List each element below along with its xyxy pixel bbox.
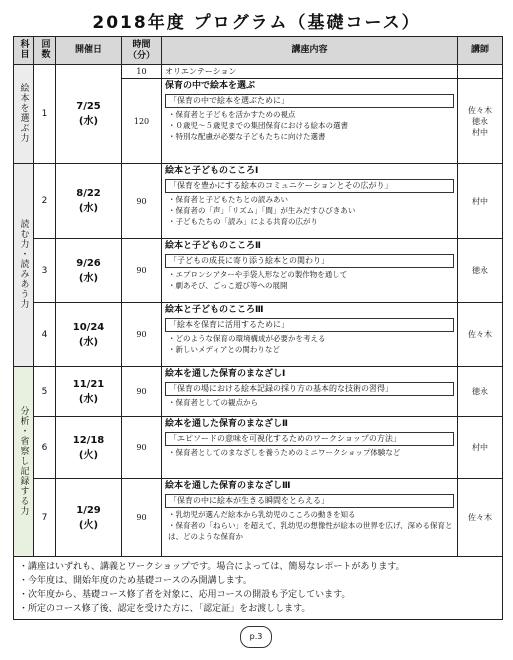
session-number: 2 [34, 164, 56, 239]
lecturer-cell [458, 65, 503, 79]
list-item: ・ 保育者の「ねらい」を超えて、乳幼児の想像性が絵本の世界を広げ、深める保育とは、どのような保育か [168, 520, 454, 542]
session-content [162, 164, 458, 239]
lecturer-cell: 佐々木 [458, 479, 503, 557]
list-item: ・ 新しいメディアとの関わりなど [168, 344, 454, 355]
content-title: 絵本を通した保育のまなざしⅠ [165, 369, 286, 379]
lecturer-cell: 佐々木 [458, 303, 503, 367]
content-theme: 「保育の場における絵本記録の採り方の基本的な技術の習得」 [165, 382, 454, 396]
lecturer-cell: 村中 [458, 164, 503, 239]
list-item: ・ 保育者としての観点から [168, 397, 454, 408]
list-item: ・ 劇あそび、ごっこ遊び等への展開 [168, 280, 454, 291]
orientation-time: 10 [122, 65, 162, 79]
content-theme: 「保育の中で絵本を選ぶために」 [165, 94, 454, 108]
note-item: ・ 次年度から、基礎コース修了者を対象に、応用コースの開設も予定しています。 [19, 588, 497, 602]
header-date: 開催日 [56, 37, 122, 65]
content-theme: 「保育の中に絵本が生きる瞬間をとらえる」 [165, 494, 454, 508]
list-item: ・ 子どもたちの「読み」による共育の広がり [168, 216, 454, 227]
header-content: 講座内容 [162, 37, 458, 65]
session-time: 90 [122, 239, 162, 303]
list-item: ・ 特別な配慮が必要な子どもたちに向けた選書 [168, 131, 454, 142]
list-item: ・ ０歳児～５歳児までの集団保育における絵本の選書 [168, 120, 454, 131]
notes-box [14, 557, 503, 620]
note-item: ・ 所定のコース修了後、認定を受けた方に、「認定証」をお渡しします。 [19, 602, 497, 616]
content-title: 保育の中で絵本を選ぶ [165, 81, 256, 91]
content-title: 絵本を通した保育のまなざしⅡ [165, 419, 288, 429]
category-cell: 読む力・読みあう力 [14, 164, 34, 367]
session-number: 3 [34, 239, 56, 303]
header-time: 時間（分） [122, 37, 162, 65]
list-item: ・ どのような保育の環境構成が必要かを考える [168, 333, 454, 344]
session-date: 10/24 (水) [56, 303, 122, 367]
session-number: 6 [34, 417, 56, 479]
session-time: 90 [122, 303, 162, 367]
list-item: ・ 保育者の「声」「リズム」「間」が生みだすひびきあい [168, 205, 454, 216]
content-title: 絵本と子どものこころⅠ [165, 166, 259, 176]
page-number: p.3 [240, 626, 272, 648]
content-title: 絵本を通した保育のまなざしⅢ [165, 481, 291, 491]
session-time: 90 [122, 479, 162, 557]
session-date: 12/18 (火) [56, 417, 122, 479]
session-time: 90 [122, 417, 162, 479]
session-date: 9/26 (水) [56, 239, 122, 303]
session-content [162, 303, 458, 367]
list-item: ・ 乳幼児が選んだ絵本から乳幼児のこころの動きを知る [168, 509, 454, 520]
orientation-label: オリエンテーション [162, 65, 458, 79]
category-cell: 絵本を選ぶ力 [14, 65, 34, 164]
content-theme: 「保育を豊かにする絵本のコミュニケーションとその広がり」 [165, 179, 454, 193]
session-date: 7/25 (水) [56, 65, 122, 164]
session-number: 5 [34, 367, 56, 417]
session-date: 1/29 (火) [56, 479, 122, 557]
program-table [13, 36, 503, 620]
content-theme: 「エピソードの意味を可視化するためのワークショップの方法」 [165, 432, 454, 446]
session-date: 8/22 (水) [56, 164, 122, 239]
session-content [162, 239, 458, 303]
content-theme: 「絵本を保育に活用するために」 [165, 318, 454, 332]
session-number: 7 [34, 479, 56, 557]
lecturer-cell: 佐々木 徳永 村中 [458, 79, 503, 164]
list-item: ・ 保育者としてのまなざしを養うためのミニワークショップ体験など [168, 447, 454, 458]
page-title: 2018年度 プログラム（基礎コース） [92, 13, 421, 33]
header-lecturer: 講師 [458, 37, 503, 65]
session-time: 90 [122, 164, 162, 239]
lecturer-cell: 徳永 [458, 239, 503, 303]
note-item: ・ 今年度は、開始年度のため基礎コースのみ開講します。 [19, 574, 497, 588]
content-title: 絵本と子どものこころⅢ [165, 305, 264, 315]
list-item: ・ 保育者と子どもたちとの読みあい [168, 194, 454, 205]
session-content [162, 479, 458, 557]
content-theme: 「子どもの成長に寄り添う絵本との関わり」 [165, 254, 454, 268]
content-title: 絵本と子どものこころⅡ [165, 241, 261, 251]
session-number: 4 [34, 303, 56, 367]
list-item: ・ エプロンシアターや手袋人形などの製作物を通して [168, 269, 454, 280]
session-content [162, 367, 458, 417]
note-item: ・ 講座はいずれも、講義とワークショップです。場合によっては、簡易なレポートがあります。 [19, 560, 497, 574]
session-number: 1 [34, 65, 56, 164]
lecturer-cell: 村中 [458, 417, 503, 479]
session-time: 120 [122, 79, 162, 164]
session-date: 11/21 (水) [56, 367, 122, 417]
session-time: 90 [122, 367, 162, 417]
session-content [162, 79, 458, 164]
header-number: 回数 [34, 37, 56, 65]
header-category: 科目 [14, 37, 34, 65]
session-content [162, 417, 458, 479]
list-item: ・ 保育者と子どもを活かすための視点 [168, 109, 454, 120]
lecturer-cell: 徳永 [458, 367, 503, 417]
category-cell: 分析・省察し記録する力 [14, 367, 34, 557]
